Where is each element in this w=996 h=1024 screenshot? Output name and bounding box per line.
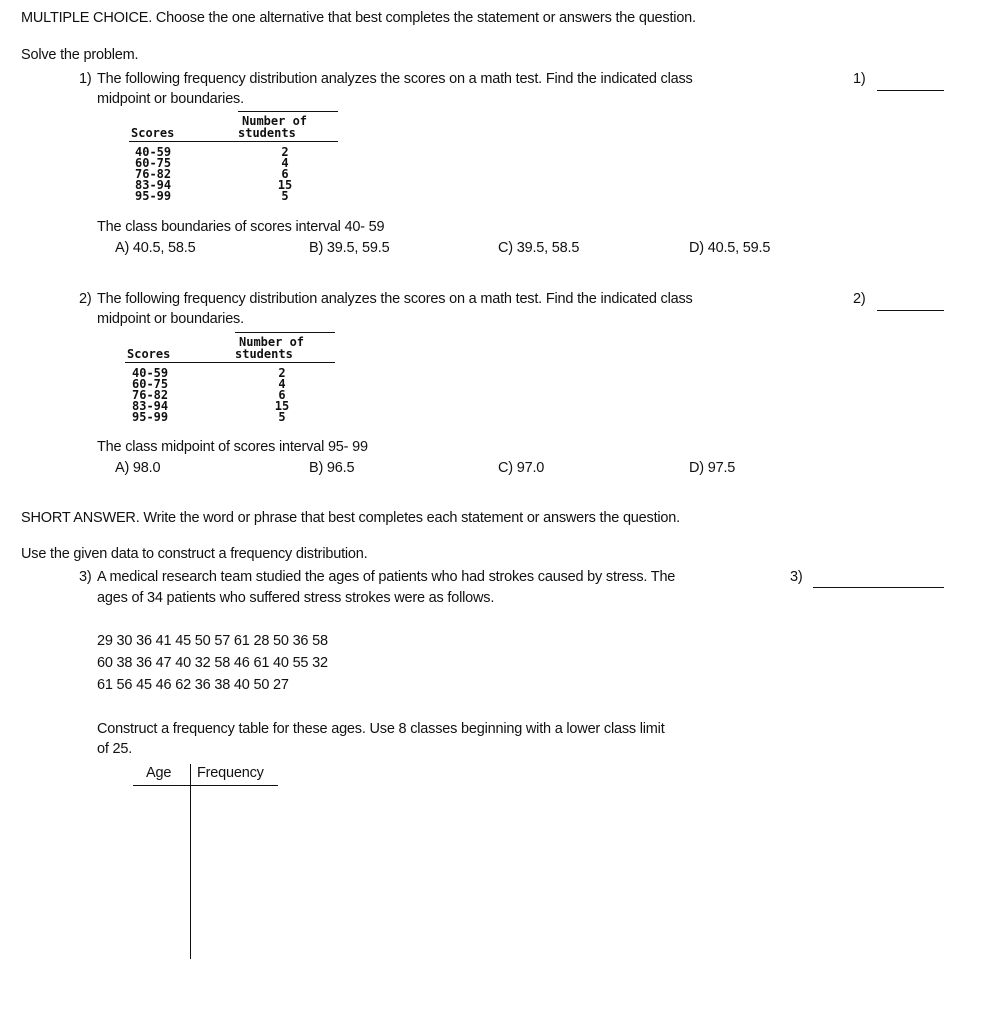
table-header-rule bbox=[125, 362, 335, 363]
table-cell: 6 bbox=[278, 388, 286, 402]
choice-a[interactable]: A) 98.0 bbox=[115, 460, 161, 476]
question-stem: The following frequency distribution analyzes the scores on a math test. Find the indicated class bbox=[97, 291, 693, 307]
question-stem-cont: ages of 34 patients who suffered stress strokes were as follows. bbox=[97, 590, 495, 606]
table-header-col1: Scores bbox=[127, 347, 171, 361]
table-header-col2-line2: students bbox=[235, 347, 293, 361]
scores-column bbox=[132, 368, 168, 423]
table-header-col2-line2: students bbox=[238, 126, 296, 140]
choice-c[interactable]: C) 39.5, 58.5 bbox=[498, 240, 580, 256]
answer-blank[interactable] bbox=[813, 587, 944, 588]
question-stem-cont: midpoint or boundaries. bbox=[97, 91, 244, 107]
choice-d[interactable]: D) 40.5, 59.5 bbox=[689, 240, 771, 256]
students-column bbox=[270, 147, 300, 202]
table-cell: 76-82 bbox=[132, 388, 169, 402]
table-cell: 5 bbox=[281, 189, 289, 203]
table-cell: 60-75 bbox=[135, 156, 172, 170]
table-top-rule bbox=[235, 332, 335, 333]
table-cell: 15 bbox=[274, 399, 290, 413]
question-number: 3) bbox=[79, 569, 92, 585]
table-header-age: Age bbox=[146, 765, 172, 781]
students-column bbox=[267, 368, 297, 423]
question-number: 2) bbox=[79, 291, 92, 307]
table-cell: 95-99 bbox=[135, 189, 172, 203]
choice-d[interactable]: D) 97.5 bbox=[689, 460, 736, 476]
table-cell: 2 bbox=[281, 145, 289, 159]
question-prompt: The class midpoint of scores interval 95- 99 bbox=[97, 439, 368, 455]
table-top-rule bbox=[238, 111, 338, 112]
instruction-text: Construct a frequency table for these ages. Use 8 classes beginning with a lower class limit bbox=[97, 721, 665, 737]
question-stem: A medical research team studied the ages of patients who had strokes caused by stress. The bbox=[97, 569, 676, 585]
table-cell: 40-59 bbox=[132, 366, 169, 380]
table-header-rule bbox=[133, 785, 278, 786]
table-cell: 2 bbox=[278, 366, 286, 380]
table-header-frequency: Frequency bbox=[197, 765, 264, 781]
table-cell: 83-94 bbox=[132, 399, 169, 413]
answer-label: 3) bbox=[790, 569, 803, 585]
answer-blank[interactable] bbox=[877, 310, 944, 311]
choice-c[interactable]: C) 97.0 bbox=[498, 460, 545, 476]
table-header-col1: Scores bbox=[131, 126, 175, 140]
table-cell: 5 bbox=[278, 410, 286, 424]
choice-b[interactable]: B) 96.5 bbox=[309, 460, 355, 476]
answer-blank[interactable] bbox=[877, 90, 944, 91]
table-cell: 76-82 bbox=[135, 167, 172, 181]
table-cell: 40-59 bbox=[135, 145, 172, 159]
table-cell: 15 bbox=[277, 178, 293, 192]
table-cell: 83-94 bbox=[135, 178, 172, 192]
table-divider bbox=[190, 764, 191, 959]
question-stem-cont: midpoint or boundaries. bbox=[97, 311, 244, 327]
data-row: 29 30 36 41 45 50 57 61 28 50 36 58 bbox=[97, 633, 328, 649]
question-stem: The following frequency distribution analyzes the scores on a math test. Find the indicated class bbox=[97, 71, 693, 87]
question-number: 1) bbox=[79, 71, 92, 87]
choice-b[interactable]: B) 39.5, 59.5 bbox=[309, 240, 390, 256]
sa-instruction: Use the given data to construct a frequency distribution. bbox=[21, 546, 368, 562]
table-cell: 95-99 bbox=[132, 410, 169, 424]
instruction-text-cont: of 25. bbox=[97, 741, 133, 757]
table-cell: 60-75 bbox=[132, 377, 169, 391]
data-row: 60 38 36 47 40 32 58 46 61 40 55 32 bbox=[97, 655, 328, 671]
answer-label: 2) bbox=[853, 291, 866, 307]
choice-a[interactable]: A) 40.5, 58.5 bbox=[115, 240, 196, 256]
sa-section-header: SHORT ANSWER. Write the word or phrase that best completes each statement or answers the question. bbox=[21, 510, 680, 526]
mc-section-header: MULTIPLE CHOICE. Choose the one alternative that best completes the statement or answers the question. bbox=[21, 10, 696, 26]
question-prompt: The class boundaries of scores interval 40- 59 bbox=[97, 219, 385, 235]
table-header-col2-line1: Number of bbox=[239, 335, 305, 349]
table-cell: 6 bbox=[281, 167, 289, 181]
answer-label: 1) bbox=[853, 71, 866, 87]
mc-instruction: Solve the problem. bbox=[21, 47, 139, 63]
data-row: 61 56 45 46 62 36 38 40 50 27 bbox=[97, 677, 289, 693]
scores-column bbox=[135, 147, 171, 202]
table-header-rule bbox=[129, 141, 338, 142]
table-header-col2-line1: Number of bbox=[242, 114, 308, 128]
table-cell: 4 bbox=[281, 156, 289, 170]
table-cell: 4 bbox=[278, 377, 286, 391]
